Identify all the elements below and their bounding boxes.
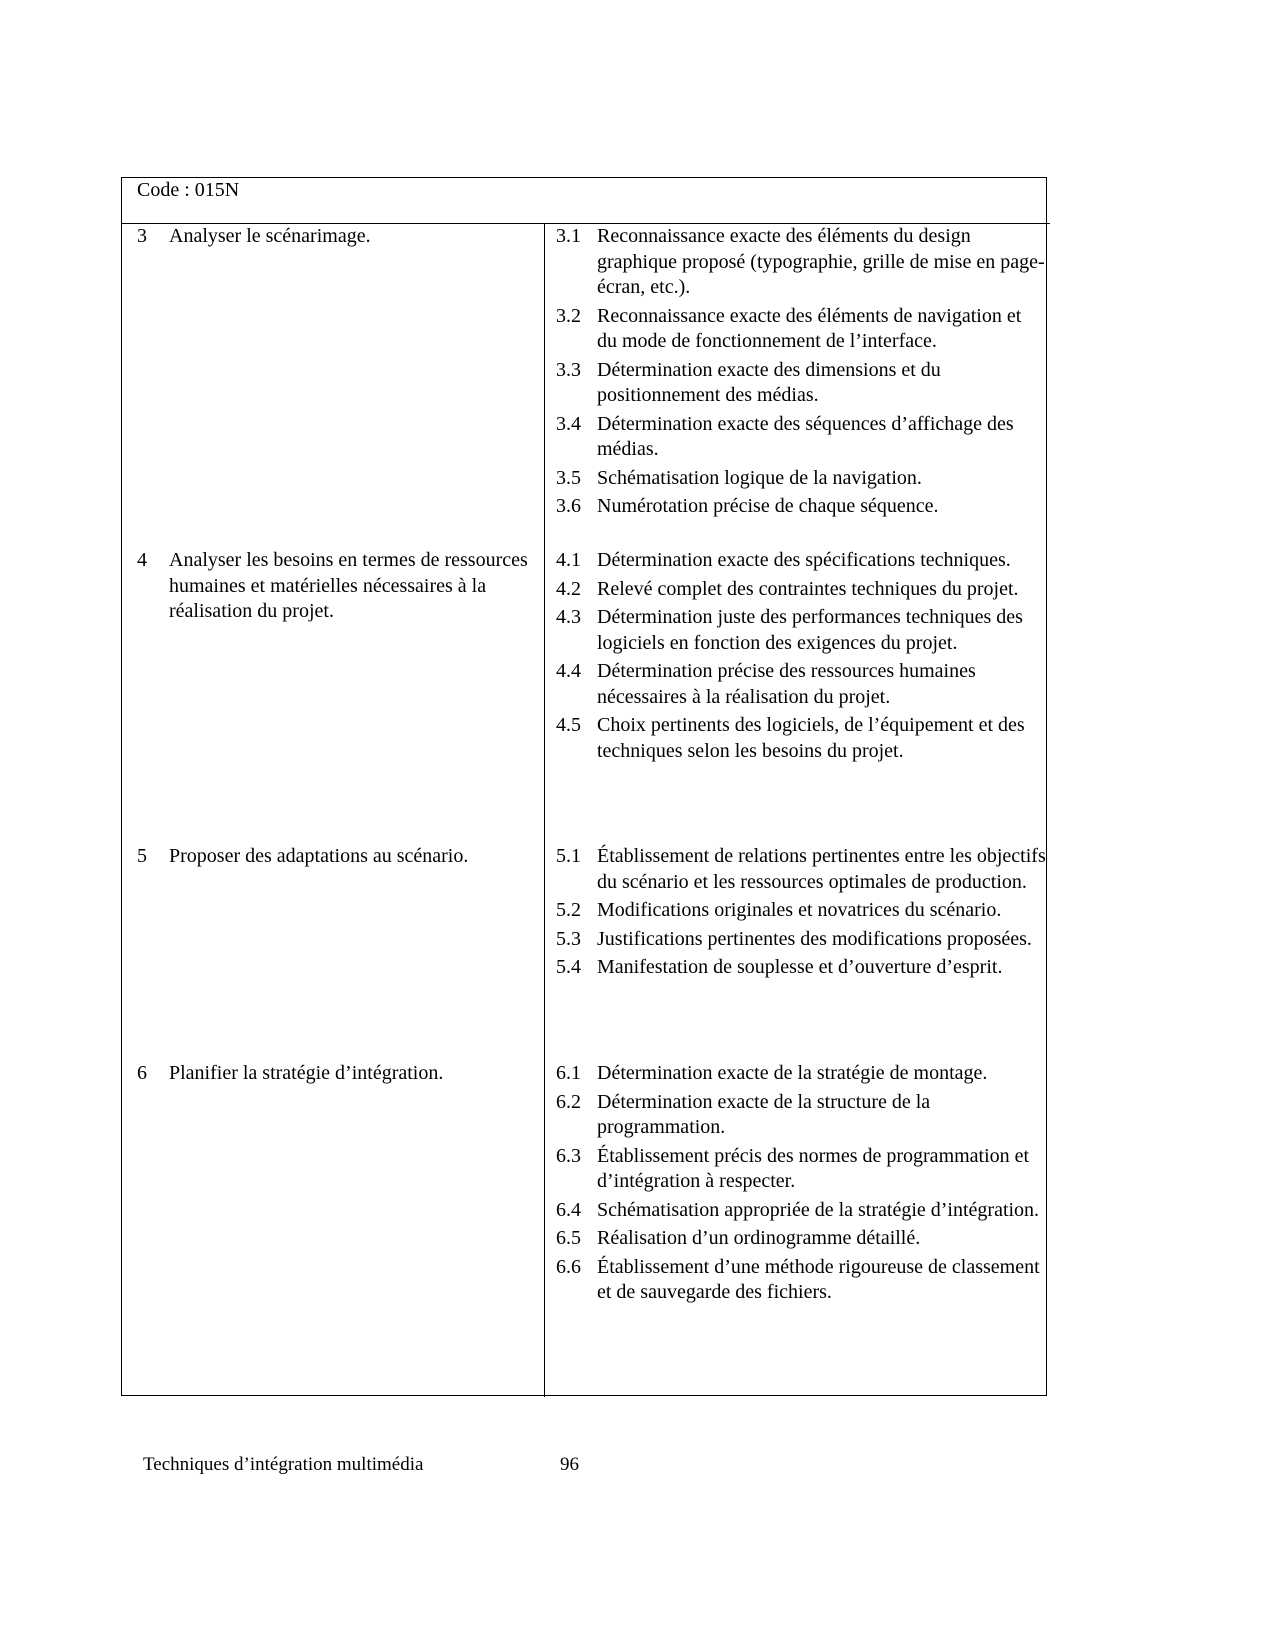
competency (137, 844, 537, 870)
criterion-text: Détermination précise des ressources humaines nécessaires à la réalisation du projet. (597, 660, 976, 708)
criterion-number: 4.4 (556, 660, 581, 682)
competency (137, 1061, 537, 1087)
criterion-item (556, 1255, 1046, 1306)
criterion-text: Relevé complet des contraintes techniques du projet. (597, 577, 1019, 600)
criterion-item (556, 412, 1046, 463)
code-label: Code : 015N (137, 179, 240, 201)
criterion-number: 6.2 (556, 1090, 581, 1113)
criterion-item (556, 659, 1046, 710)
criterion-number: 3.2 (556, 304, 581, 327)
criterion-item (556, 577, 1046, 603)
footer-title: Techniques d’intégration multimédia (143, 1454, 424, 1475)
criterion-item (556, 605, 1046, 656)
criterion-item (556, 224, 1046, 301)
criterion-text: Détermination exacte des séquences d’affichage des médias. (597, 412, 1014, 460)
page-number: 96 (560, 1454, 579, 1475)
competency-text: Analyser le scénarimage. (169, 225, 371, 247)
criterion-text: Détermination exacte des spécifications techniques. (597, 549, 1011, 571)
criterion-text: Réalisation d’un ordinogramme détaillé. (597, 1227, 921, 1249)
criterion-text: Détermination exacte de la structure de la programmation. (597, 1090, 931, 1138)
criterion-number: 5.3 (556, 927, 581, 950)
criterion-text: Schématisation appropriée de la stratégie d’intégration. (597, 1198, 1040, 1221)
criterion-text: Choix pertinents des logiciels, de l’équipement et des techniques selon les besoins du projet. (597, 714, 1025, 762)
criterion-number: 6.1 (556, 1062, 581, 1084)
criterion-number: 4.2 (556, 577, 581, 600)
criterion-item (556, 304, 1046, 355)
criterion-number: 4.3 (556, 606, 581, 628)
criterion-item (556, 1226, 1046, 1252)
criterion-number: 5.2 (556, 899, 581, 921)
competency-number: 3 (137, 225, 147, 247)
criterion-text: Établissement précis des normes de programmation et d’intégration à respecter. (597, 1144, 1030, 1192)
criterion-item (556, 898, 1046, 924)
competency-text: Planifier la stratégie d’intégration. (169, 1062, 444, 1084)
criterion-item (556, 1090, 1046, 1141)
criteria-list (556, 1061, 1046, 1309)
criteria-list (556, 844, 1046, 984)
criterion-number: 3.5 (556, 466, 581, 489)
criterion-item (556, 844, 1046, 895)
criterion-number: 6.4 (556, 1198, 581, 1221)
criterion-number: 3.1 (556, 225, 581, 247)
criterion-number: 6.5 (556, 1227, 581, 1249)
criterion-item (556, 548, 1046, 574)
criterion-text: Modifications originales et novatrices du scénario. (597, 899, 1002, 921)
criterion-item (556, 466, 1046, 492)
criterion-number: 3.6 (556, 495, 581, 517)
criterion-item (556, 1144, 1046, 1195)
criterion-text: Détermination exacte de la stratégie de montage. (597, 1062, 988, 1084)
criterion-item (556, 358, 1046, 409)
criterion-number: 6.3 (556, 1144, 581, 1167)
criteria-list (556, 548, 1046, 767)
criterion-text: Manifestation de souplesse et d’ouverture d’esprit. (597, 956, 1003, 978)
criterion-number: 6.6 (556, 1255, 581, 1278)
column-divider (544, 223, 545, 1397)
competency-text: Proposer des adaptations au scénario. (169, 845, 469, 867)
criterion-text: Détermination exacte des dimensions et du positionnement des médias. (597, 358, 941, 406)
criterion-text: Établissement d’une méthode rigoureuse de classement et de sauvegarde des fichiers. (597, 1255, 1040, 1303)
competency (137, 548, 537, 625)
criterion-item (556, 494, 1046, 520)
criterion-number: 3.4 (556, 412, 581, 435)
competency-text: Analyser les besoins en termes de ressources humaines et matérielles nécessaires à la réalisation du projet. (169, 549, 528, 622)
criterion-number: 4.1 (556, 549, 581, 571)
competency-number: 4 (137, 549, 147, 571)
criterion-text: Détermination juste des performances techniques des logiciels en fonction des exigences du projet. (597, 606, 1023, 654)
criterion-number: 5.1 (556, 845, 581, 867)
criterion-item (556, 713, 1046, 764)
criterion-text: Schématisation logique de la navigation. (597, 466, 922, 489)
criterion-text: Reconnaissance exacte des éléments de navigation et du mode de fonctionnement de l’interface. (597, 304, 1022, 352)
criterion-item (556, 1198, 1046, 1224)
competency (137, 224, 537, 250)
criterion-text: Numérotation précise de chaque séquence. (597, 495, 939, 517)
competency-number: 6 (137, 1062, 147, 1084)
criteria-list (556, 224, 1046, 523)
criterion-text: Établissement de relations pertinentes entre les objectifs du scénario et les ressources optimales de production. (597, 845, 1046, 893)
competency-number: 5 (137, 845, 147, 867)
criterion-number: 4.5 (556, 714, 581, 736)
criterion-text: Justifications pertinentes des modifications proposées. (597, 927, 1032, 950)
criterion-item (556, 955, 1046, 981)
criterion-item (556, 927, 1046, 953)
criterion-text: Reconnaissance exacte des éléments du design graphique proposé (typographie, grille de mise en page-écran, etc.). (597, 225, 1045, 298)
criterion-number: 5.4 (556, 956, 581, 978)
criterion-item (556, 1061, 1046, 1087)
criterion-number: 3.3 (556, 358, 581, 381)
